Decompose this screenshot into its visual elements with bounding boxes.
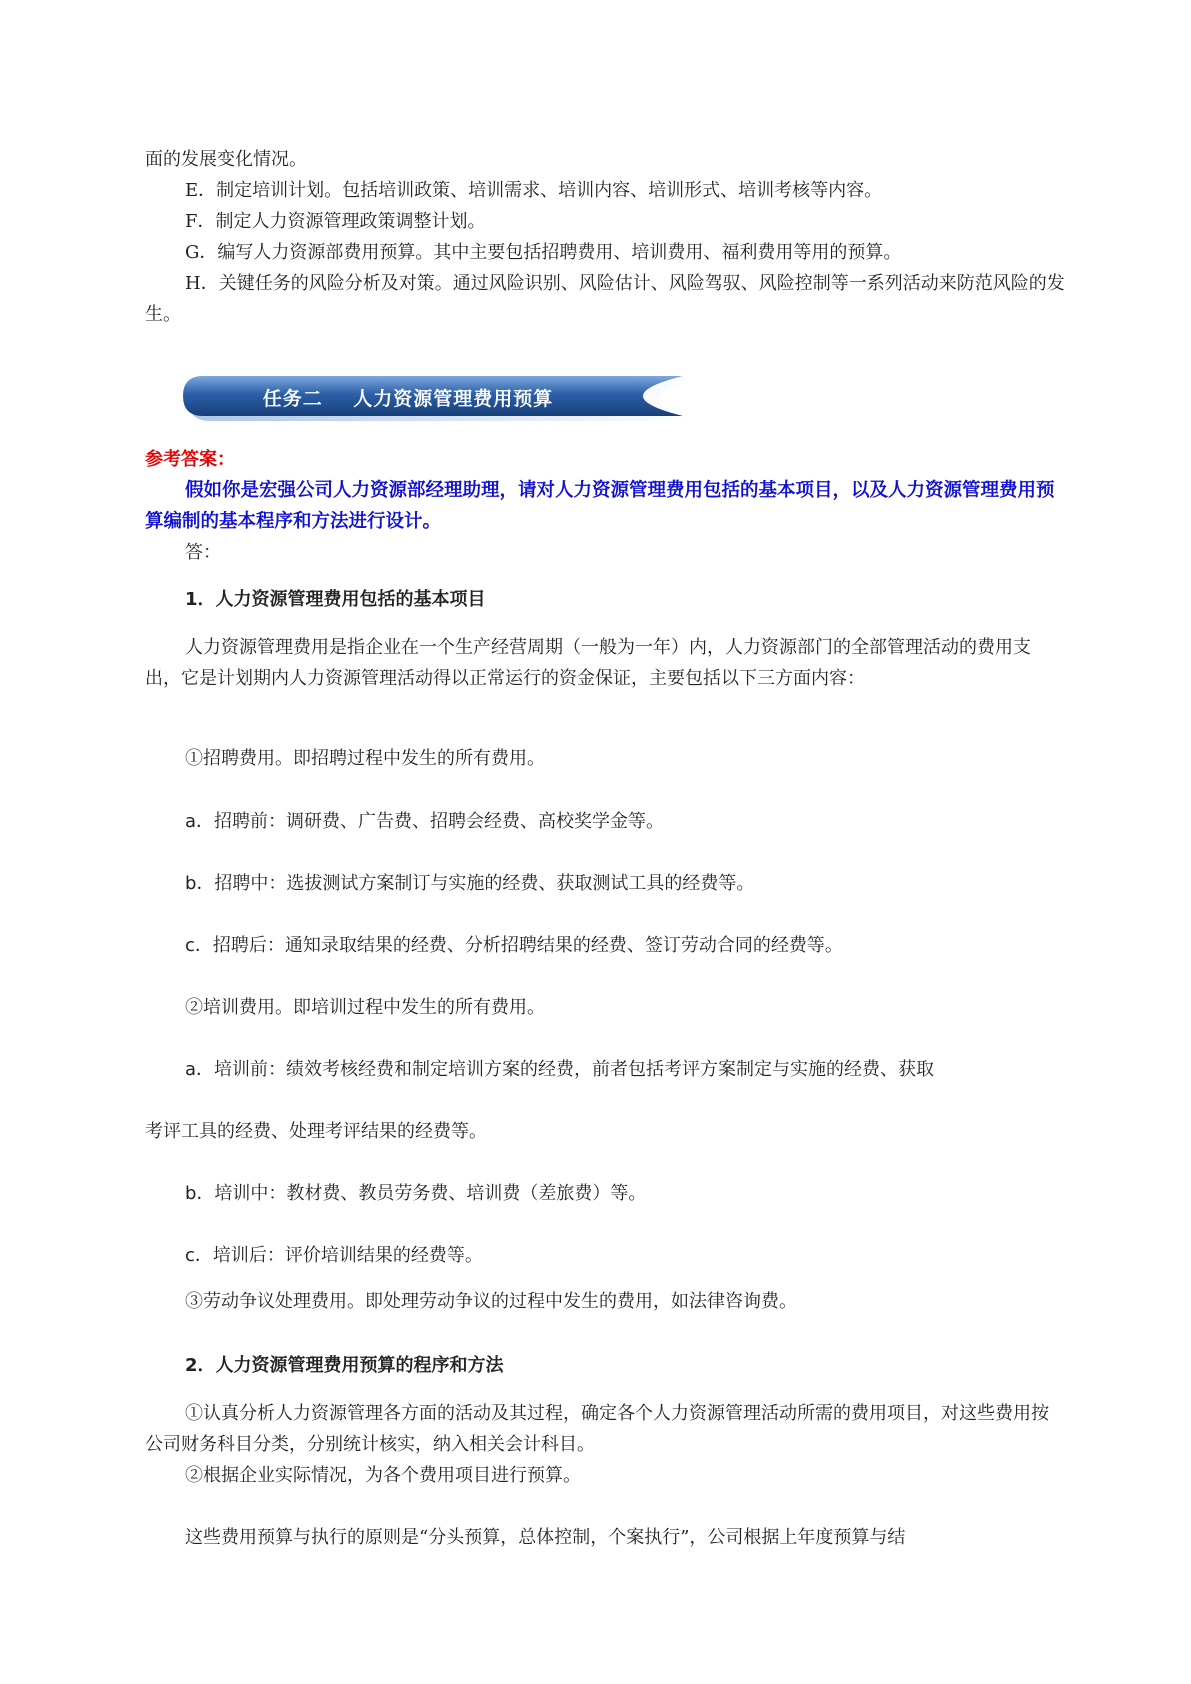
answer-intro: 答： [185,542,221,563]
list-item-recruit: ①招聘费用。即招聘过程中发生的所有费用。 [185,748,545,769]
banner-title: 任务二 人力资源管理费用预算 [262,387,554,410]
question-text: 假如你是宏强公司人力资源部经理助理，请对人力资源管理费用包括的基本项目，以及人力资源管理费用预算编制的基本程序和方法进行设计。 [145,480,1055,532]
task-banner [183,374,703,424]
section-heading-1: 1．人力资源管理费用包括的基本项目 [185,589,486,610]
list-item-recruit-a: a．招聘前：调研费、广告费、招聘会经费、高校奖学金等。 [185,811,665,832]
list-item-training-a-cont: 考评工具的经费、处理考评结果的经费等。 [145,1121,487,1142]
list-item-recruit-b: b．招聘中：选拔测试方案制订与实施的经费、获取测试工具的经费等。 [185,873,755,894]
list-item-training: ②培训费用。即培训过程中发生的所有费用。 [185,997,545,1018]
paragraph-principle: 这些费用预算与执行的原则是“分头预算，总体控制，个案执行”，公司根据上年度预算与结 [185,1527,906,1548]
paragraph-item-e: E．制定培训计划。包括培训政策、培训需求、培训内容、培训形式、培训考核等内容。 [185,180,883,201]
section-heading-2: 2．人力资源管理费用预算的程序和方法 [185,1355,504,1376]
list-item-recruit-c: c．招聘后：通知录取结果的经费、分析招聘结果的经费、签订劳动合同的经费等。 [185,935,843,956]
list-item-dispute: ③劳动争议处理费用。即处理劳动争议的过程中发生的费用，如法律咨询费。 [185,1291,797,1312]
paragraph-item-g: G．编写人力资源部费用预算。其中主要包括招聘费用、培训费用、福利费用等用的预算。 [185,242,902,263]
list-item-training-a: a．培训前：绩效考核经费和制定培训方案的经费，前者包括考评方案制定与实施的经费、获取 [185,1059,935,1080]
paragraph-continuation: 面的发展变化情况。 [145,149,307,170]
paragraph-definition: 人力资源管理费用是指企业在一个生产经营周期（一般为一年）内，人力资源部门的全部管理活动的费用支出，它是计划期内人力资源管理活动得以正常运行的资金保证，主要包括以下三方面内容： [145,637,1031,689]
list-item-training-b: b．培训中：教材费、教员劳务费、培训费（差旅费）等。 [185,1183,647,1204]
paragraph-step-2: ②根据企业实际情况，为各个费用项目进行预算。 [185,1465,581,1486]
list-item-training-c: c．培训后：评价培训结果的经费等。 [185,1245,483,1266]
paragraph-step-1: ①认真分析人力资源管理各方面的活动及其过程，确定各个人力资源管理活动所需的费用项目，对这些费用按公司财务科目分类，分别统计核实，纳入相关会计科目。 [145,1403,1049,1455]
paragraph-item-f: F．制定人力资源管理政策调整计划。 [185,211,486,232]
answer-label: 参考答案： [145,449,235,470]
paragraph-item-h: H．关键任务的风险分析及对策。通过风险识别、风险估计、风险驾驭、风险控制等一系列活动来防范风险的发生。 [145,273,1065,325]
